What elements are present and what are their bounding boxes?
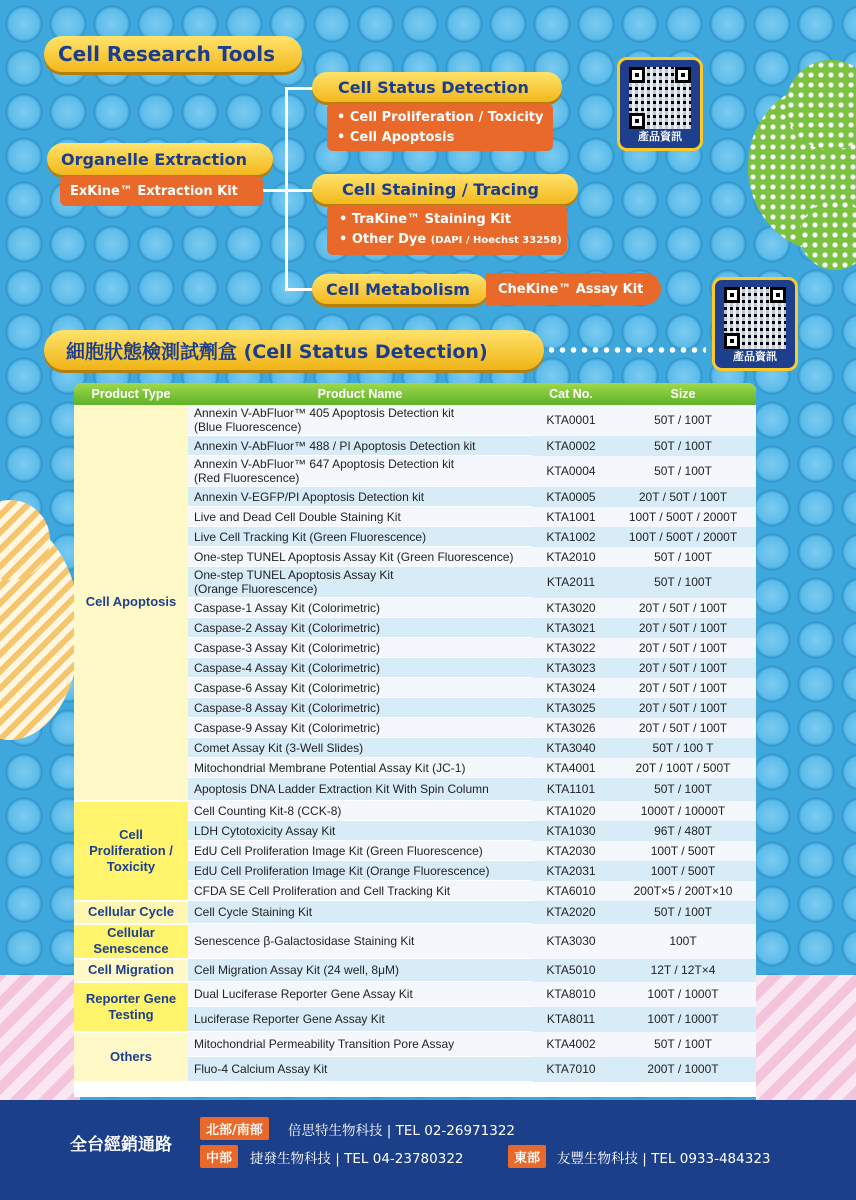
product-name-cell: LDH Cytotoxicity Assay Kit [188, 821, 532, 841]
cat-no-cell: KTA0005 [532, 487, 610, 507]
main-title: Cell Research Tools [44, 36, 302, 72]
product-name-cell: Cell Cycle Staining Kit [188, 901, 532, 924]
cat-no-cell: KTA4002 [532, 1032, 610, 1057]
product-name-cell: Caspase-9 Assay Kit (Colorimetric) [188, 718, 532, 738]
size-cell: 20T / 50T / 100T [610, 658, 756, 678]
qr-finder [675, 67, 691, 83]
table-row [74, 959, 756, 982]
organelle-title: Organelle Extraction [47, 143, 273, 175]
size-cell: 50T / 100T [610, 567, 756, 598]
cat-no-cell: KTA7010 [532, 1057, 610, 1082]
table-header-row [74, 383, 756, 405]
company-name: 友豐生物科技 [557, 1151, 638, 1167]
staining-title: Cell Staining / Tracing [312, 174, 578, 204]
size-cell: 50T / 100T [610, 901, 756, 924]
company-tel: TEL 02-26971322 [395, 1123, 515, 1139]
size-cell: 100T / 1000T [610, 982, 756, 1007]
product-name-cell: Caspase-6 Assay Kit (Colorimetric) [188, 678, 532, 698]
product-name-cell: EdU Cell Proliferation Image Kit (Green Fluorescence) [188, 841, 532, 861]
cat-no-cell: KTA3022 [532, 638, 610, 658]
product-name-cell: Caspase-2 Assay Kit (Colorimetric) [188, 618, 532, 638]
product-type-cell: Cell Proliferation / Toxicity [74, 801, 188, 901]
size-cell: 20T / 50T / 100T [610, 718, 756, 738]
connector-line [285, 87, 315, 90]
product-name-cell: Caspase-3 Assay Kit (Colorimetric) [188, 638, 532, 658]
size-cell: 50T / 100T [610, 1032, 756, 1057]
table-row [74, 405, 756, 436]
size-cell: 100T / 500T [610, 861, 756, 881]
cat-no-cell: KTA3021 [532, 618, 610, 638]
table-row [74, 982, 756, 1007]
staining-item: • TraKine™ Staining Kit [339, 212, 511, 227]
product-type-cell: Reporter Gene Testing [74, 982, 188, 1032]
footer [0, 1100, 856, 1200]
product-name-cell: Annexin V-AbFluor™ 647 Apoptosis Detection kit (Red Fluorescence) [188, 456, 532, 487]
cat-no-cell: KTA1030 [532, 821, 610, 841]
size-cell: 12T / 12T×4 [610, 959, 756, 982]
product-name-cell: Annexin V-EGFP/PI Apoptosis Detection kit [188, 487, 532, 507]
product-table-container [74, 383, 756, 1097]
product-name-cell: Comet Assay Kit (3-Well Slides) [188, 738, 532, 758]
size-cell: 50T / 100T [610, 436, 756, 456]
cat-no-cell: KTA3025 [532, 698, 610, 718]
connector-line [263, 189, 287, 192]
organelle-kit-box [60, 176, 263, 206]
size-cell: 100T / 500T / 2000T [610, 527, 756, 547]
product-name-cell: Caspase-8 Assay Kit (Colorimetric) [188, 698, 532, 718]
cat-no-cell: KTA1001 [532, 507, 610, 527]
metabolism-title: Cell Metabolism [312, 274, 488, 304]
product-name-cell: Annexin V-AbFluor™ 405 Apoptosis Detection kit (Blue Fluorescence) [188, 405, 532, 436]
size-cell: 50T / 100T [610, 456, 756, 487]
company-tel: TEL 0933-484323 [651, 1151, 771, 1167]
product-name-cell: Mitochondrial Membrane Potential Assay Kit (JC-1) [188, 758, 532, 778]
cat-no-cell: KTA0002 [532, 436, 610, 456]
status-item: • Cell Proliferation / Toxicity [337, 110, 544, 125]
size-cell: 50T / 100T [610, 778, 756, 801]
product-name-cell: Live Cell Tracking Kit (Green Fluorescence) [188, 527, 532, 547]
product-name-cell: Cell Counting Kit-8 (CCK-8) [188, 801, 532, 821]
size-cell: 96T / 480T [610, 821, 756, 841]
product-name-cell: Dual Luciferase Reporter Gene Assay Kit [188, 982, 532, 1007]
staining-note: (DAPI / Hoechst 33258) [430, 235, 562, 246]
cat-no-cell: KTA3024 [532, 678, 610, 698]
header-product-name: Product Name [188, 383, 532, 405]
size-cell: 100T / 500T [610, 841, 756, 861]
product-name-cell: Cell Migration Assay Kit (24 well, 8μM) [188, 959, 532, 982]
cat-no-cell: KTA2011 [532, 567, 610, 598]
product-name-cell: EdU Cell Proliferation Image Kit (Orange Fluorescence) [188, 861, 532, 881]
size-cell: 20T / 50T / 100T [610, 698, 756, 718]
size-cell: 20T / 50T / 100T [610, 638, 756, 658]
footer-lead: 全台經銷通路 [70, 1135, 172, 1155]
cat-no-cell: KTA2020 [532, 901, 610, 924]
size-cell: 100T [610, 924, 756, 959]
header-cat-no: Cat No. [532, 383, 610, 405]
size-cell: 20T / 50T / 100T [610, 678, 756, 698]
metabolism-kit: CheKine™ Assay Kit [486, 273, 661, 305]
product-name-cell: One-step TUNEL Apoptosis Assay Kit (Green Fluorescence) [188, 547, 532, 567]
pink-stripe-right [756, 975, 856, 1100]
region-tag-east: 東部 [508, 1145, 546, 1168]
size-cell: 20T / 50T / 100T [610, 618, 756, 638]
status-detection-box [327, 103, 553, 151]
cat-no-cell: KTA8011 [532, 1007, 610, 1032]
size-cell: 1000T / 10000T [610, 801, 756, 821]
staining-box [327, 205, 567, 255]
distributor-east: 友豐生物科技 | TEL 0933-484323 [557, 1151, 771, 1167]
size-cell: 20T / 100T / 500T [610, 758, 756, 778]
product-type-cell: Cell Apoptosis [74, 405, 188, 801]
cat-no-cell: KTA1020 [532, 801, 610, 821]
qr-finder [770, 287, 786, 303]
section-title: 細胞狀態檢測試劑盒 (Cell Status Detection) [44, 330, 544, 370]
staining-item: • Other Dye [339, 232, 427, 247]
cat-no-cell: KTA3023 [532, 658, 610, 678]
qr-label: 產品資訊 [733, 350, 777, 363]
cat-no-cell: KTA5010 [532, 959, 610, 982]
qr-finder [724, 333, 740, 349]
company-name: 捷發生物科技 [250, 1151, 331, 1167]
table-row [74, 1032, 756, 1057]
table-row [74, 924, 756, 959]
header-size: Size [610, 383, 756, 405]
table-row [74, 901, 756, 924]
size-cell: 20T / 50T / 100T [610, 487, 756, 507]
product-name-cell: Senescence β-Galactosidase Staining Kit [188, 924, 532, 959]
cat-no-cell: KTA2010 [532, 547, 610, 567]
product-name-cell: Luciferase Reporter Gene Assay Kit [188, 1007, 532, 1032]
connector-line [285, 189, 315, 192]
cat-no-cell: KTA0004 [532, 456, 610, 487]
organelle-kit: ExKine™ Extraction Kit [70, 184, 238, 199]
header-product-type: Product Type [74, 383, 188, 405]
product-type-cell: Cellular Cycle [74, 901, 188, 924]
size-cell: 50T / 100T [610, 405, 756, 436]
size-cell: 100T / 500T / 2000T [610, 507, 756, 527]
connector-line [285, 288, 315, 291]
decorative-dots [546, 345, 706, 355]
size-cell: 50T / 100T [610, 547, 756, 567]
qr-finder [629, 67, 645, 83]
cat-no-cell: KTA0001 [532, 405, 610, 436]
cat-no-cell: KTA3026 [532, 718, 610, 738]
product-type-cell: Cell Migration [74, 959, 188, 982]
size-cell: 200T×5 / 200T×10 [610, 881, 756, 901]
cat-no-cell: KTA2030 [532, 841, 610, 861]
product-name-cell: Apoptosis DNA Ladder Extraction Kit With Spin Column [188, 778, 532, 801]
cat-no-cell: KTA1002 [532, 527, 610, 547]
qr-code[interactable] [712, 277, 798, 371]
qr-finder [629, 113, 645, 129]
product-name-cell: Fluo-4 Calcium Assay Kit [188, 1057, 532, 1082]
product-name-cell: Caspase-4 Assay Kit (Colorimetric) [188, 658, 532, 678]
cat-no-cell: KTA2031 [532, 861, 610, 881]
size-cell: 200T / 1000T [610, 1057, 756, 1082]
product-name-cell: One-step TUNEL Apoptosis Assay Kit (Orange Fluorescence) [188, 567, 532, 598]
product-type-cell: Others [74, 1032, 188, 1082]
green-polka-cloud [800, 200, 856, 270]
company-name: 倍思特生物科技 [288, 1123, 383, 1139]
cat-no-cell: KTA4001 [532, 758, 610, 778]
qr-label: 產品資訊 [638, 130, 682, 143]
size-cell: 50T / 100 T [610, 738, 756, 758]
product-name-cell: CFDA SE Cell Proliferation and Cell Tracking Kit [188, 881, 532, 901]
table-body [74, 405, 756, 1082]
product-name-cell: Annexin V-AbFluor™ 488 / PI Apoptosis Detection kit [188, 436, 532, 456]
product-name-cell: Caspase-1 Assay Kit (Colorimetric) [188, 598, 532, 618]
distributor-north-south: 倍思特生物科技 | TEL 02-26971322 [288, 1123, 515, 1139]
qr-finder [724, 287, 740, 303]
pink-stripe-left [0, 975, 80, 1100]
distributor-central: 捷發生物科技 | TEL 04-23780322 [250, 1151, 464, 1167]
cat-no-cell: KTA3040 [532, 738, 610, 758]
status-detection-title: Cell Status Detection [312, 72, 562, 102]
region-tag-central: 中部 [200, 1145, 238, 1168]
product-type-cell: Cellular Senescence [74, 924, 188, 959]
connector-line [285, 87, 288, 289]
cat-no-cell: KTA3030 [532, 924, 610, 959]
company-tel: TEL 04-23780322 [344, 1151, 464, 1167]
table-row [74, 801, 756, 821]
size-cell: 20T / 50T / 100T [610, 598, 756, 618]
cat-no-cell: KTA6010 [532, 881, 610, 901]
product-name-cell: Live and Dead Cell Double Staining Kit [188, 507, 532, 527]
product-table [74, 383, 756, 1083]
cat-no-cell: KTA1101 [532, 778, 610, 801]
size-cell: 100T / 1000T [610, 1007, 756, 1032]
cat-no-cell: KTA8010 [532, 982, 610, 1007]
cat-no-cell: KTA3020 [532, 598, 610, 618]
status-item: • Cell Apoptosis [337, 130, 455, 145]
qr-code[interactable] [617, 57, 703, 151]
product-name-cell: Mitochondrial Permeability Transition Pore Assay [188, 1032, 532, 1057]
region-tag-north-south: 北部/南部 [200, 1117, 269, 1140]
